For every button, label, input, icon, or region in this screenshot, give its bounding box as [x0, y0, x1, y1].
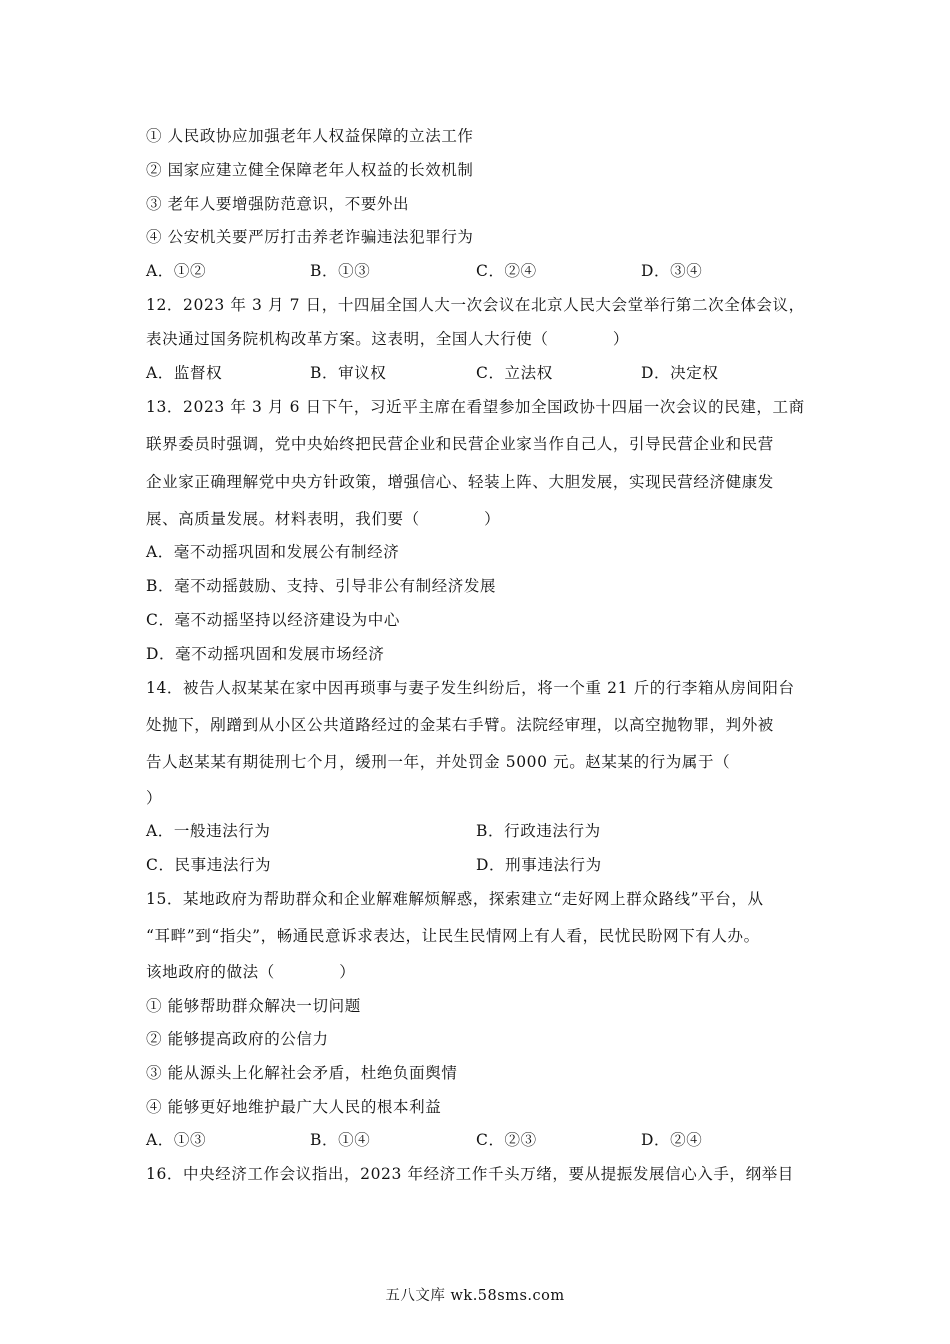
q12-option-d: D．决定权: [641, 364, 719, 382]
q11-item-2: ② 国家应建立健全保障老年人权益的长效机制: [146, 161, 474, 179]
q12-stem-2: 表决通过国务院机构改革方案。这表明，全国人大行使（ ）: [146, 330, 630, 348]
q12-stem-1: 12．2023 年 3 月 7 日，十四届全国人大一次会议在北京人民大会堂举行第二次全体会议，: [146, 296, 805, 314]
q15-item-1: ① 能够帮助群众解决一切问题: [146, 997, 361, 1015]
q12-option-b: B．审议权: [310, 364, 387, 382]
q13-option-b: B．毫不动摇鼓励、支持、引导非公有制经济发展: [146, 577, 497, 595]
q15-option-c: C．②③: [476, 1131, 537, 1149]
q15-option-a: A．①③: [146, 1131, 207, 1149]
q15-item-4: ④ 能够更好地维护最广大人民的根本利益: [146, 1098, 442, 1116]
q11-item-3: ③ 老年人要增强防范意识，不要外出: [146, 195, 410, 213]
q13-option-a: A．毫不动摇巩固和发展公有制经济: [146, 543, 400, 561]
q15-option-d: D．②④: [641, 1131, 703, 1149]
q14-stem-1: 14．被告人叔某某在家中因再琐事与妻子发生纠纷后，将一个重 21 斤的行李箱从房间阳台: [146, 679, 795, 697]
q13-option-c: C．毫不动摇坚持以经济建设为中心: [146, 611, 400, 629]
q15-item-3: ③ 能从源头上化解社会矛盾，杜绝负面舆情: [146, 1064, 458, 1082]
page-footer: 五八文库 wk.58sms.com: [385, 1288, 565, 1304]
q11-item-4: ④ 公安机关要严厉打击养老诈骗违法犯罪行为: [146, 228, 474, 246]
q11-item-1: ① 人民政协应加强老年人权益保障的立法工作: [146, 127, 474, 145]
q11-option-d: D．③④: [641, 262, 703, 280]
q14-stem-2: 处抛下，剐蹭到从小区公共道路经过的金某右手臂。法院经审理，以高空抛物罪，判外被: [146, 716, 774, 734]
q15-stem-2: “耳畔”到“指尖”，畅通民意诉求表达，让民生民情网上有人看，民忧民盼网下有人办。: [146, 927, 760, 945]
q15-stem-1: 15．某地政府为帮助群众和企业解难解烦解惑，探索建立“走好网上群众路线”平台，从: [146, 890, 764, 908]
q14-option-b: B．行政违法行为: [476, 822, 601, 840]
q11-option-c: C．②④: [476, 262, 537, 280]
q15-item-2: ② 能够提高政府的公信力: [146, 1030, 329, 1048]
q14-stem-4: ）: [146, 789, 163, 807]
q16-stem-1: 16．中央经济工作会议指出，2023 年经济工作千头万绪，要从提振发展信心入手，纲举目: [146, 1165, 794, 1183]
q14-stem-3: 告人赵某某有期徒刑七个月，缓刑一年，并处罚金 5000 元。赵某某的行为属于（: [146, 753, 731, 771]
q15-stem-3: 该地政府的做法（ ）: [146, 963, 356, 981]
q15-option-b: B．①④: [310, 1131, 371, 1149]
q13-stem-2: 联界委员时强调，党中央始终把民营企业和民营企业家当作自己人，引导民营企业和民营: [146, 435, 774, 453]
q14-option-c: C．民事违法行为: [146, 856, 272, 874]
q11-option-a: A．①②: [146, 262, 207, 280]
q13-stem-1: 13．2023 年 3 月 6 日下午，习近平主席在看望参加全国政协十四届一次会议的民建，工商: [146, 398, 805, 416]
q14-option-a: A．一般违法行为: [146, 822, 271, 840]
q14-option-d: D．刑事违法行为: [476, 856, 602, 874]
q13-option-d: D．毫不动摇巩固和发展市场经济: [146, 645, 385, 663]
q11-option-b: B．①③: [310, 262, 371, 280]
q12-option-c: C．立法权: [476, 364, 553, 382]
q13-stem-4: 展、高质量发展。材料表明，我们要（ ）: [146, 510, 501, 528]
q13-stem-3: 企业家正确理解党中央方针政策，增强信心、轻装上阵、大胆发展，实现民营经济健康发: [146, 473, 774, 491]
q12-option-a: A．监督权: [146, 364, 223, 382]
